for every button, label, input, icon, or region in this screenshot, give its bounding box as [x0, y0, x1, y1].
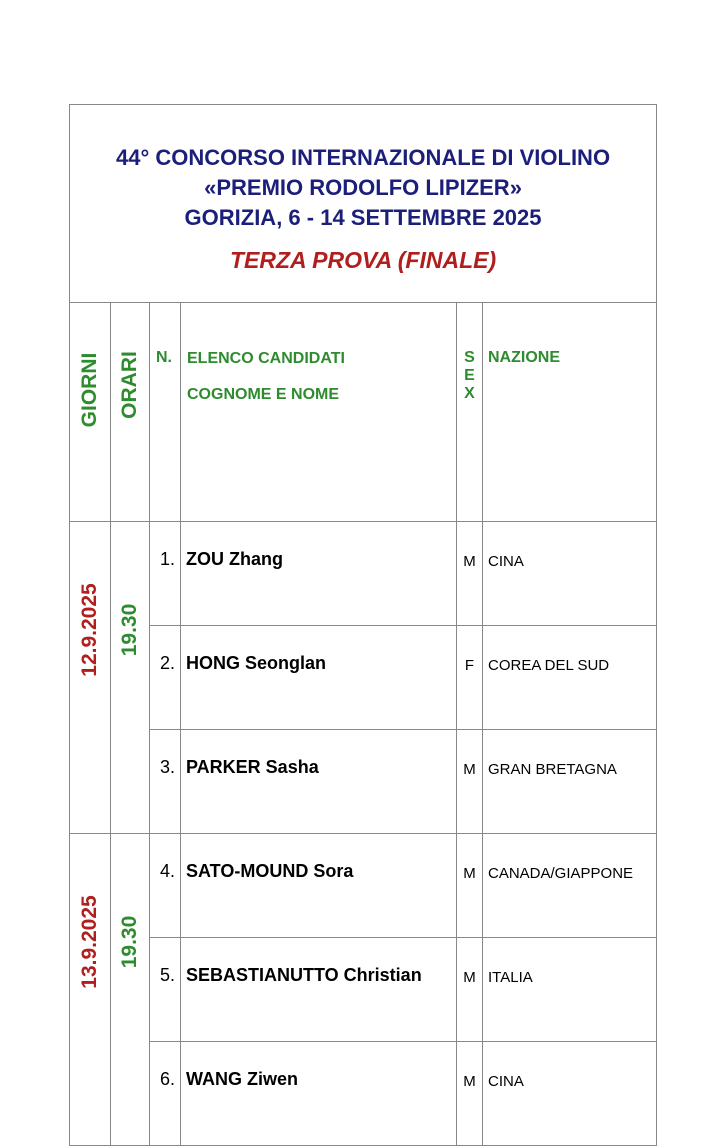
candidate-number: 2. — [150, 626, 181, 730]
candidate-number: 4. — [150, 834, 181, 938]
date-cell — [70, 834, 111, 1146]
sex-header-s: S — [464, 349, 475, 366]
candidate-nation: CINA — [483, 1042, 657, 1146]
table-row — [70, 522, 657, 626]
candidate-name: WANG Ziwen — [181, 1042, 457, 1146]
table-row — [70, 938, 657, 1042]
candidate-sex: M — [457, 522, 483, 626]
n-header: N. — [150, 303, 181, 522]
candidate-number: 3. — [150, 730, 181, 834]
time-label: 19.30 — [118, 915, 141, 969]
candidate-name: ZOU Zhang — [181, 522, 457, 626]
candidate-nation: CANADA/GIAPPONE — [483, 834, 657, 938]
date-label: 12.9.2025 — [78, 583, 101, 677]
orari-header-cell — [111, 303, 150, 522]
elenco-header-line2: COGNOME E NOME — [187, 386, 340, 403]
sex-header-x: X — [464, 385, 475, 402]
table-row — [70, 626, 657, 730]
title-line-1: 44° CONCORSO INTERNAZIONALE DI VIOLINO — [116, 145, 611, 170]
header-row — [70, 105, 657, 303]
table-row — [70, 1042, 657, 1146]
date-cell — [70, 522, 111, 834]
candidate-nation: ITALIA — [483, 938, 657, 1042]
giorni-header-cell — [70, 303, 111, 522]
candidate-name: HONG Seonglan — [181, 626, 457, 730]
nazione-header: NAZIONE — [483, 303, 657, 522]
orari-header: ORARI — [118, 351, 141, 419]
column-header-row — [70, 303, 657, 522]
candidate-number: 1. — [150, 522, 181, 626]
candidate-nation: GRAN BRETAGNA — [483, 730, 657, 834]
candidate-sex: M — [457, 938, 483, 1042]
candidate-sex: F — [457, 626, 483, 730]
header-cell — [70, 105, 657, 303]
table-row — [70, 730, 657, 834]
time-cell — [111, 834, 150, 1146]
sex-header-e: E — [464, 367, 475, 384]
candidate-number: 5. — [150, 938, 181, 1042]
subtitle: TERZA PROVA (FINALE) — [229, 247, 497, 273]
elenco-header-line1: ELENCO CANDIDATI — [187, 350, 345, 367]
elenco-header — [181, 303, 457, 522]
time-label: 19.30 — [118, 603, 141, 657]
candidate-name: SEBASTIANUTTO Christian — [181, 938, 457, 1042]
candidate-number: 6. — [150, 1042, 181, 1146]
candidate-sex: M — [457, 834, 483, 938]
candidate-sex: M — [457, 730, 483, 834]
candidate-name: PARKER Sasha — [181, 730, 457, 834]
candidate-nation: COREA DEL SUD — [483, 626, 657, 730]
title-line-3: GORIZIA, 6 - 14 SETTEMBRE 2025 — [184, 205, 542, 230]
candidate-nation: CINA — [483, 522, 657, 626]
schedule-table — [69, 104, 657, 1146]
date-label: 13.9.2025 — [78, 895, 101, 989]
title-line-2: «PREMIO RODOLFO LIPIZER» — [204, 175, 522, 200]
table-row — [70, 834, 657, 938]
candidate-sex: M — [457, 1042, 483, 1146]
sex-header — [457, 303, 483, 522]
time-cell — [111, 522, 150, 834]
candidate-name: SATO-MOUND Sora — [181, 834, 457, 938]
giorni-header: GIORNI — [78, 352, 101, 428]
